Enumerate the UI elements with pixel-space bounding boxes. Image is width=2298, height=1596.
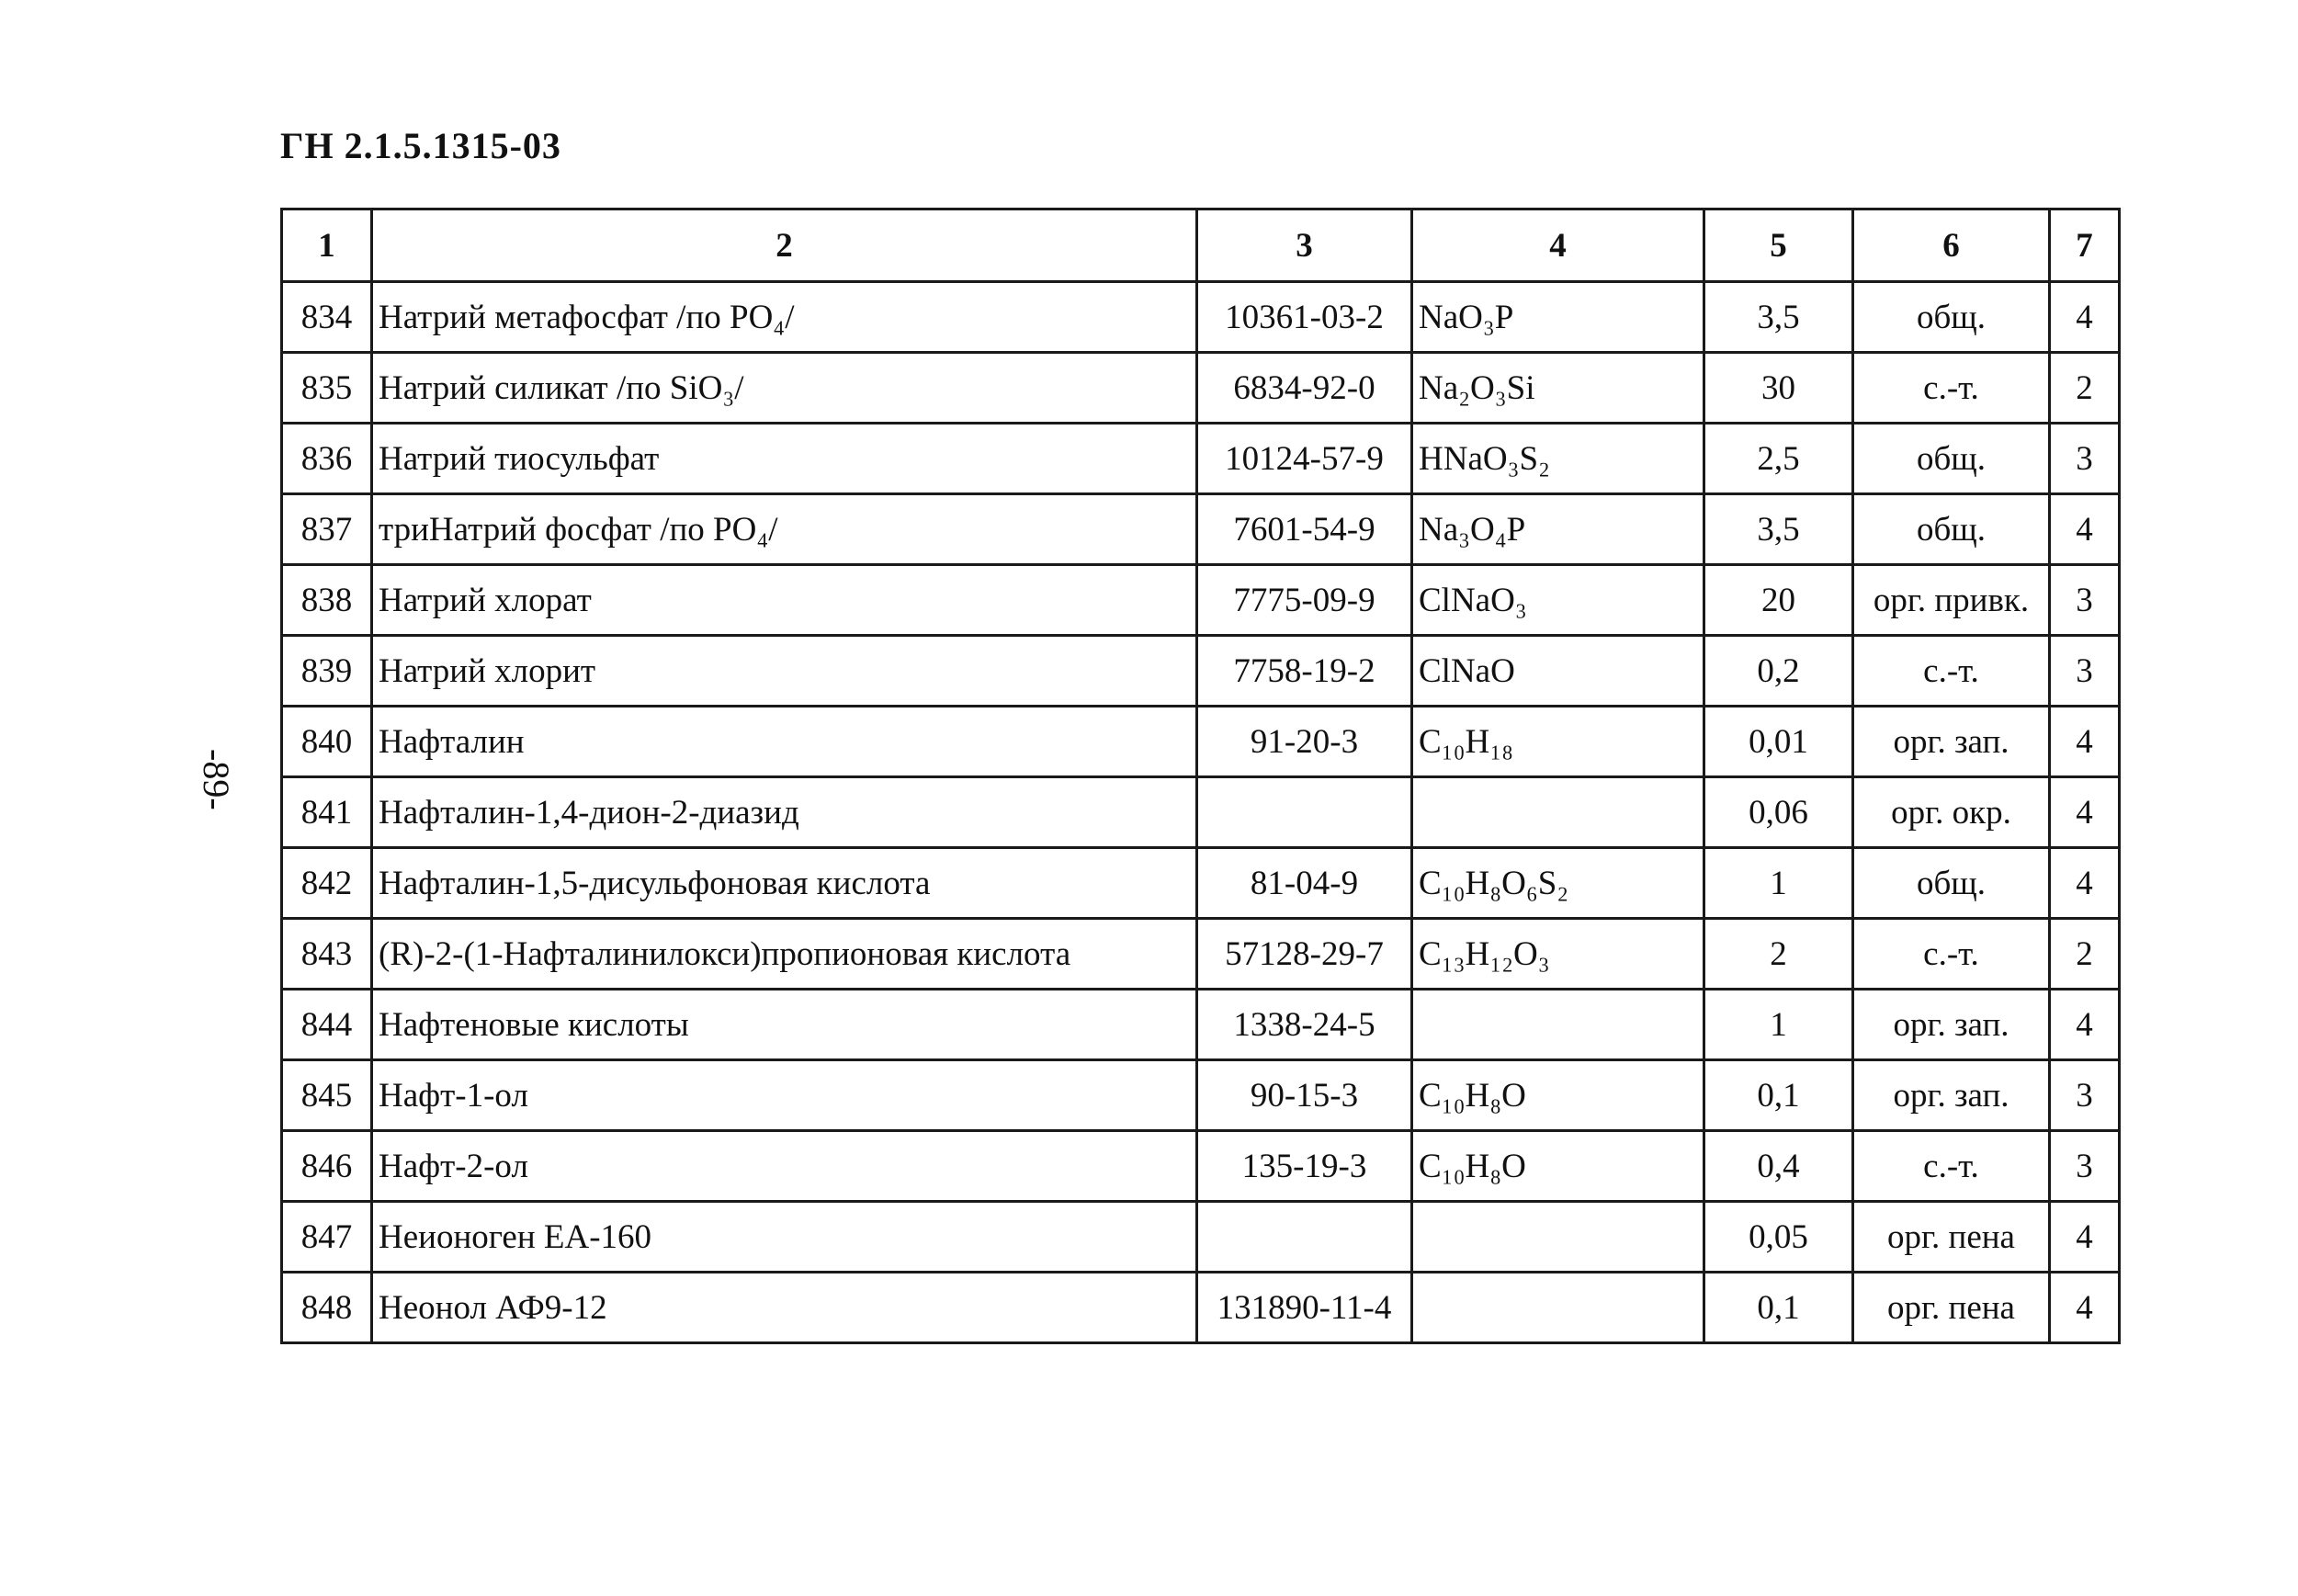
chemical-formula bbox=[1412, 1202, 1704, 1273]
substance-name: Натрий силикат /по SiO₃/ bbox=[372, 353, 1197, 424]
limit-value: 30 bbox=[1704, 353, 1853, 424]
chemical-formula: C₁₀H₈O₆S₂ bbox=[1412, 848, 1704, 919]
cas-number: 1338-24-5 bbox=[1197, 990, 1412, 1060]
limit-value: 0,2 bbox=[1704, 636, 1853, 707]
row-number: 846 bbox=[282, 1131, 372, 1202]
substance-name: триНатрий фосфат /по PO₄/ bbox=[372, 494, 1197, 565]
cas-number: 7758-19-2 bbox=[1197, 636, 1412, 707]
limit-value: 20 bbox=[1704, 565, 1853, 636]
column-header-2: 2 bbox=[372, 209, 1197, 282]
hazard-class: 4 bbox=[2050, 282, 2120, 353]
limit-value: 0,01 bbox=[1704, 707, 1853, 777]
table-header-row bbox=[282, 209, 2120, 282]
table-row bbox=[282, 777, 2120, 848]
column-header-7: 7 bbox=[2050, 209, 2120, 282]
table-row bbox=[282, 990, 2120, 1060]
cas-number: 7601-54-9 bbox=[1197, 494, 1412, 565]
substance-name: (R)-2-(1-Нафталинилокси)пропионовая кислота bbox=[372, 919, 1197, 990]
cas-number: 10361-03-2 bbox=[1197, 282, 1412, 353]
substance-name: Нафталин-1,5-дисульфоновая кислота bbox=[372, 848, 1197, 919]
hazard-class: 3 bbox=[2050, 1131, 2120, 1202]
hazard-indicator: с.-т. bbox=[1853, 1131, 2050, 1202]
limit-value: 1 bbox=[1704, 990, 1853, 1060]
substance-name: Неонол АФ9-12 bbox=[372, 1273, 1197, 1343]
column-header-6: 6 bbox=[1853, 209, 2050, 282]
substances-table bbox=[280, 208, 2121, 1344]
cas-number: 91-20-3 bbox=[1197, 707, 1412, 777]
limit-value: 3,5 bbox=[1704, 494, 1853, 565]
row-number: 844 bbox=[282, 990, 372, 1060]
hazard-class: 4 bbox=[2050, 990, 2120, 1060]
cas-number: 131890-11-4 bbox=[1197, 1273, 1412, 1343]
hazard-indicator: орг. привк. bbox=[1853, 565, 2050, 636]
limit-value: 2 bbox=[1704, 919, 1853, 990]
limit-value: 3,5 bbox=[1704, 282, 1853, 353]
table-row bbox=[282, 565, 2120, 636]
hazard-class: 4 bbox=[2050, 707, 2120, 777]
row-number: 845 bbox=[282, 1060, 372, 1131]
cas-number: 90-15-3 bbox=[1197, 1060, 1412, 1131]
column-header-3: 3 bbox=[1197, 209, 1412, 282]
substance-name: Нафталин-1,4-дион-2-диазид bbox=[372, 777, 1197, 848]
hazard-indicator: орг. пена bbox=[1853, 1202, 2050, 1273]
chemical-formula: C₁₀H₁₈ bbox=[1412, 707, 1704, 777]
row-number: 841 bbox=[282, 777, 372, 848]
hazard-class: 3 bbox=[2050, 1060, 2120, 1131]
row-number: 843 bbox=[282, 919, 372, 990]
substance-name: Неионоген ЕА-160 bbox=[372, 1202, 1197, 1273]
chemical-formula: ClNaO₃ bbox=[1412, 565, 1704, 636]
table-row bbox=[282, 1131, 2120, 1202]
table-row bbox=[282, 424, 2120, 494]
hazard-indicator: орг. зап. bbox=[1853, 990, 2050, 1060]
hazard-indicator: с.-т. bbox=[1853, 919, 2050, 990]
hazard-indicator: орг. зап. bbox=[1853, 707, 2050, 777]
table-row bbox=[282, 1273, 2120, 1343]
chemical-formula bbox=[1412, 990, 1704, 1060]
hazard-indicator: с.-т. bbox=[1853, 353, 2050, 424]
cas-number bbox=[1197, 777, 1412, 848]
limit-value: 0,1 bbox=[1704, 1060, 1853, 1131]
chemical-formula bbox=[1412, 777, 1704, 848]
limit-value: 2,5 bbox=[1704, 424, 1853, 494]
table-row bbox=[282, 282, 2120, 353]
cas-number: 10124-57-9 bbox=[1197, 424, 1412, 494]
row-number: 847 bbox=[282, 1202, 372, 1273]
cas-number: 6834-92-0 bbox=[1197, 353, 1412, 424]
chemical-formula: HNaO₃S₂ bbox=[1412, 424, 1704, 494]
substance-name: Нафт-2-ол bbox=[372, 1131, 1197, 1202]
cas-number: 7775-09-9 bbox=[1197, 565, 1412, 636]
chemical-formula: Na₃O₄P bbox=[1412, 494, 1704, 565]
hazard-class: 3 bbox=[2050, 424, 2120, 494]
chemical-formula bbox=[1412, 1273, 1704, 1343]
substance-name: Нафт-1-ол bbox=[372, 1060, 1197, 1131]
hazard-indicator: общ. bbox=[1853, 282, 2050, 353]
hazard-class: 4 bbox=[2050, 494, 2120, 565]
limit-value: 0,4 bbox=[1704, 1131, 1853, 1202]
row-number: 838 bbox=[282, 565, 372, 636]
chemical-formula: NaO₃P bbox=[1412, 282, 1704, 353]
hazard-indicator: с.-т. bbox=[1853, 636, 2050, 707]
table-body bbox=[282, 282, 2120, 1343]
row-number: 837 bbox=[282, 494, 372, 565]
substance-name: Нафталин bbox=[372, 707, 1197, 777]
cas-number: 81-04-9 bbox=[1197, 848, 1412, 919]
row-number: 848 bbox=[282, 1273, 372, 1343]
document-code: ГН 2.1.5.1315-03 bbox=[280, 125, 561, 166]
column-header-1: 1 bbox=[282, 209, 372, 282]
substance-name: Натрий тиосульфат bbox=[372, 424, 1197, 494]
column-header-5: 5 bbox=[1704, 209, 1853, 282]
hazard-class: 3 bbox=[2050, 636, 2120, 707]
hazard-indicator: общ. bbox=[1853, 494, 2050, 565]
table-row bbox=[282, 494, 2120, 565]
chemical-formula: C₁₀H₈O bbox=[1412, 1131, 1704, 1202]
hazard-class: 4 bbox=[2050, 848, 2120, 919]
hazard-class: 3 bbox=[2050, 565, 2120, 636]
page-number: -89- bbox=[196, 749, 237, 810]
table-row bbox=[282, 1202, 2120, 1273]
hazard-class: 4 bbox=[2050, 777, 2120, 848]
row-number: 836 bbox=[282, 424, 372, 494]
chemical-formula: Na₂O₃Si bbox=[1412, 353, 1704, 424]
chemical-formula: ClNaO bbox=[1412, 636, 1704, 707]
hazard-indicator: орг. окр. bbox=[1853, 777, 2050, 848]
table-row bbox=[282, 1060, 2120, 1131]
limit-value: 0,06 bbox=[1704, 777, 1853, 848]
table-row bbox=[282, 848, 2120, 919]
table-row bbox=[282, 707, 2120, 777]
hazard-class: 2 bbox=[2050, 919, 2120, 990]
limit-value: 1 bbox=[1704, 848, 1853, 919]
table-row bbox=[282, 636, 2120, 707]
substance-name: Натрий хлорат bbox=[372, 565, 1197, 636]
chemical-formula: C₁₀H₈O bbox=[1412, 1060, 1704, 1131]
table-row bbox=[282, 919, 2120, 990]
substance-name: Нафтеновые кислоты bbox=[372, 990, 1197, 1060]
limit-value: 0,05 bbox=[1704, 1202, 1853, 1273]
chemical-formula: C₁₃H₁₂O₃ bbox=[1412, 919, 1704, 990]
hazard-indicator: общ. bbox=[1853, 848, 2050, 919]
substance-name: Натрий хлорит bbox=[372, 636, 1197, 707]
hazard-class: 2 bbox=[2050, 353, 2120, 424]
limit-value: 0,1 bbox=[1704, 1273, 1853, 1343]
hazard-class: 4 bbox=[2050, 1273, 2120, 1343]
hazard-indicator: орг. пена bbox=[1853, 1273, 2050, 1343]
hazard-class: 4 bbox=[2050, 1202, 2120, 1273]
row-number: 842 bbox=[282, 848, 372, 919]
hazard-indicator: общ. bbox=[1853, 424, 2050, 494]
hazard-indicator: орг. зап. bbox=[1853, 1060, 2050, 1131]
table-row bbox=[282, 353, 2120, 424]
row-number: 835 bbox=[282, 353, 372, 424]
row-number: 839 bbox=[282, 636, 372, 707]
cas-number: 135-19-3 bbox=[1197, 1131, 1412, 1202]
cas-number: 57128-29-7 bbox=[1197, 919, 1412, 990]
row-number: 834 bbox=[282, 282, 372, 353]
substance-name: Натрий метафосфат /по PO₄/ bbox=[372, 282, 1197, 353]
cas-number bbox=[1197, 1202, 1412, 1273]
column-header-4: 4 bbox=[1412, 209, 1704, 282]
row-number: 840 bbox=[282, 707, 372, 777]
